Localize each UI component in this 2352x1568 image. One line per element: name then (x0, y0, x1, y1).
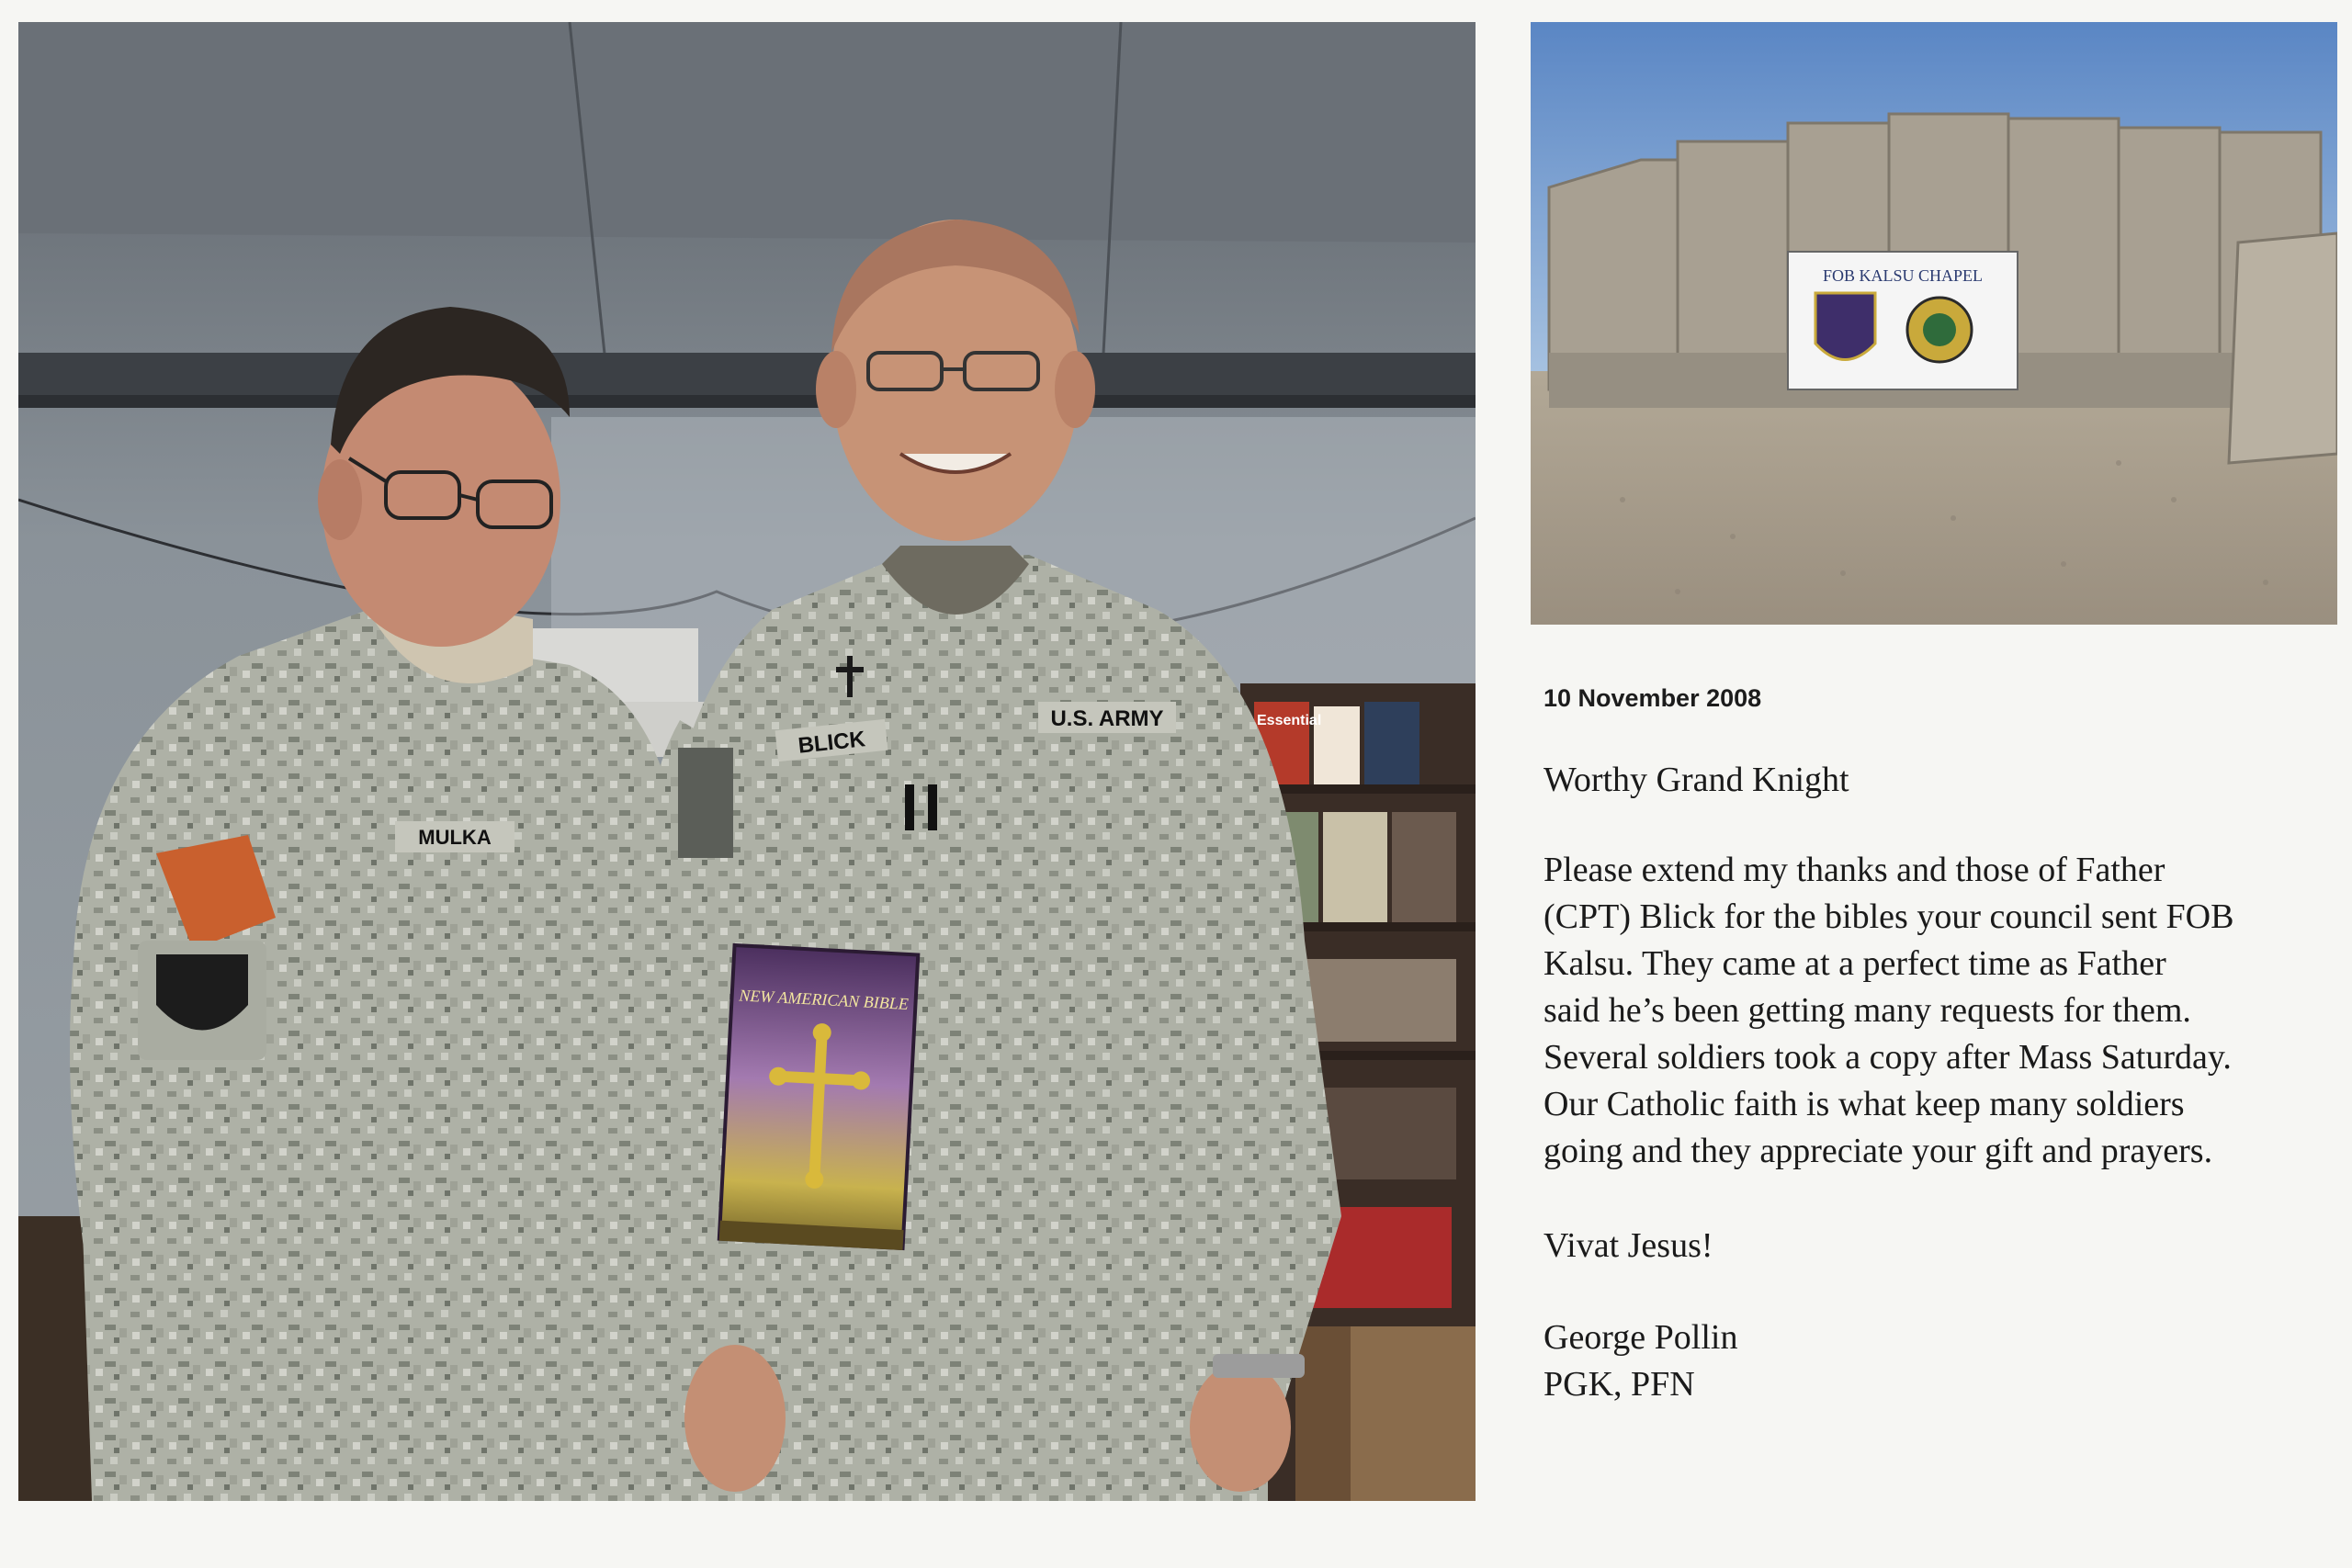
letter-body-line: going and they appreciate your gift and prayers. (1544, 1132, 2213, 1170)
letter-body (1544, 847, 2315, 1175)
bible-title: NEW AMERICAN BIBLE (738, 986, 910, 1013)
letter-body-line: Several soldiers took a copy after Mass Saturday. (1544, 1038, 2232, 1077)
chapel-photo (1531, 22, 2337, 625)
signature-title: PGK, PFN (1544, 1365, 1695, 1404)
signature-name: George Pollin (1544, 1318, 1738, 1357)
chapel-photo-illustration (1531, 22, 2337, 625)
shelf-book-label: Essential (1257, 713, 1322, 728)
letter-body-line: Our Catholic faith is what keep many soldiers (1544, 1085, 2185, 1123)
letter-body-line: Kalsu. They came at a perfect time as Father (1544, 944, 2166, 983)
letter-salutation: Worthy Grand Knight (1544, 761, 1849, 799)
letter (1544, 684, 2315, 1408)
branch-tape: U.S. ARMY (1050, 706, 1164, 731)
chapel-left-crest-icon (1815, 293, 1875, 360)
letter-body-line: Please extend my thanks and those of Father (1544, 851, 2165, 889)
bible-book (719, 945, 919, 1250)
soldiers-photo-illustration (18, 22, 1476, 1501)
name-tape-right: BLICK (797, 727, 867, 759)
letter-date: 10 November 2008 (1544, 684, 1762, 712)
name-tape-left: MULKA (418, 826, 492, 849)
soldiers-photo (18, 22, 1476, 1501)
letter-body-line: said he’s been getting many requests for them. (1544, 991, 2191, 1030)
letter-closing: Vivat Jesus! (1544, 1226, 1713, 1265)
letter-body-line: (CPT) Blick for the bibles your council sent FOB (1544, 897, 2234, 936)
chapel-sign-text: FOB KALSU CHAPEL (1822, 266, 1984, 285)
letter-signature (1544, 1314, 2315, 1408)
